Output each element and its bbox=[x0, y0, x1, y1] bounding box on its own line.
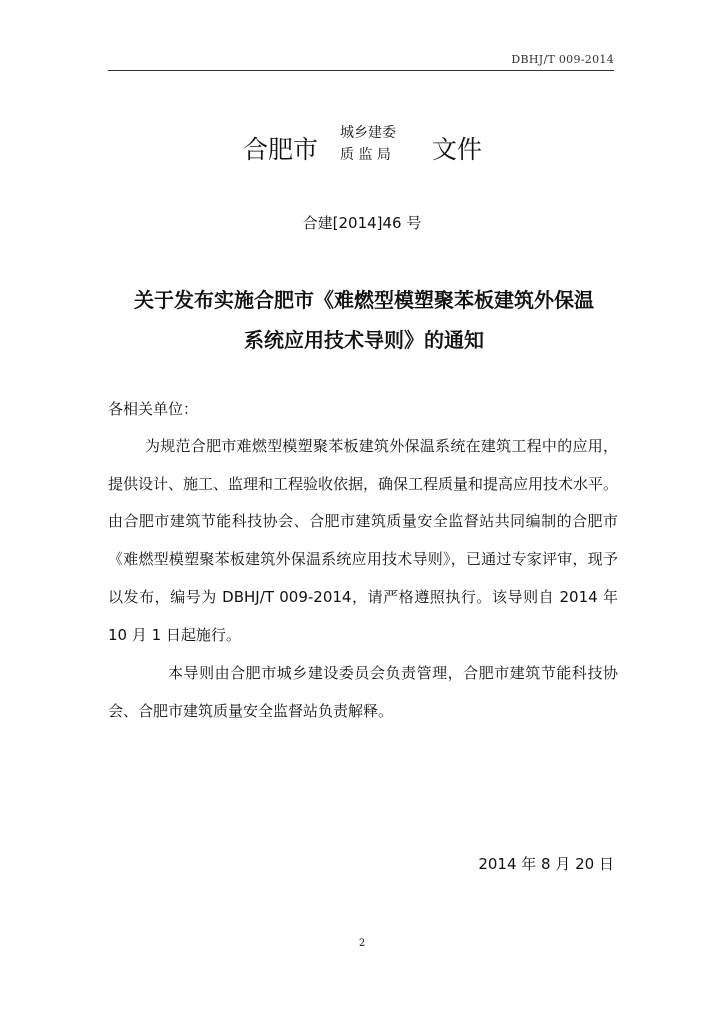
issuer-dept-line2: 质 监 局 bbox=[340, 147, 391, 163]
body-paragraph-2: 本导则由合肥市城乡建设委员会负责管理，合肥市建筑节能科技协会、合肥市建筑质量安全监督站负责解释。 bbox=[108, 664, 618, 720]
standard-code: DBHJ/T 009-2014 bbox=[511, 53, 614, 66]
notice-title-line2: 系统应用技术导则》的通知 bbox=[244, 328, 484, 352]
notice-title bbox=[108, 280, 620, 360]
page-number: 2 bbox=[358, 938, 366, 949]
issuer-doc-word: 文件 bbox=[432, 135, 483, 164]
signature-date: 2014 年 8 月 20 日 bbox=[478, 855, 614, 873]
issuer-city: 合肥市 bbox=[243, 135, 319, 164]
salutation: 各相关单位： bbox=[108, 400, 199, 418]
document-number: 合建[2014]46 号 bbox=[302, 214, 422, 232]
notice-title-line1: 关于发布实施合肥市《难燃型模塑聚苯板建筑外保温 bbox=[134, 288, 594, 312]
body-paragraph-1: 为规范合肥市难燃型模塑聚苯板建筑外保温系统在建筑工程中的应用，提供设计、施工、监理和工程验收依据，确保工程质量和提高应用技术水平。由合肥市建筑节能科技协会、合肥市建筑质量安全监督站共同编制的合肥市《难燃型模塑聚苯板建筑外保温系统应用技术导则》，已通过专家评审，现予以发布，编号为 DBHJ/T 009-2014，请严格遵照执行。该导则自 2014 年 10 月 1 日起施行。 bbox=[108, 437, 619, 644]
issuer-dept-line1: 城乡建委 bbox=[340, 125, 396, 141]
issuer-departments bbox=[340, 122, 396, 166]
issuer-heading bbox=[0, 122, 724, 174]
header-rule bbox=[108, 70, 614, 71]
